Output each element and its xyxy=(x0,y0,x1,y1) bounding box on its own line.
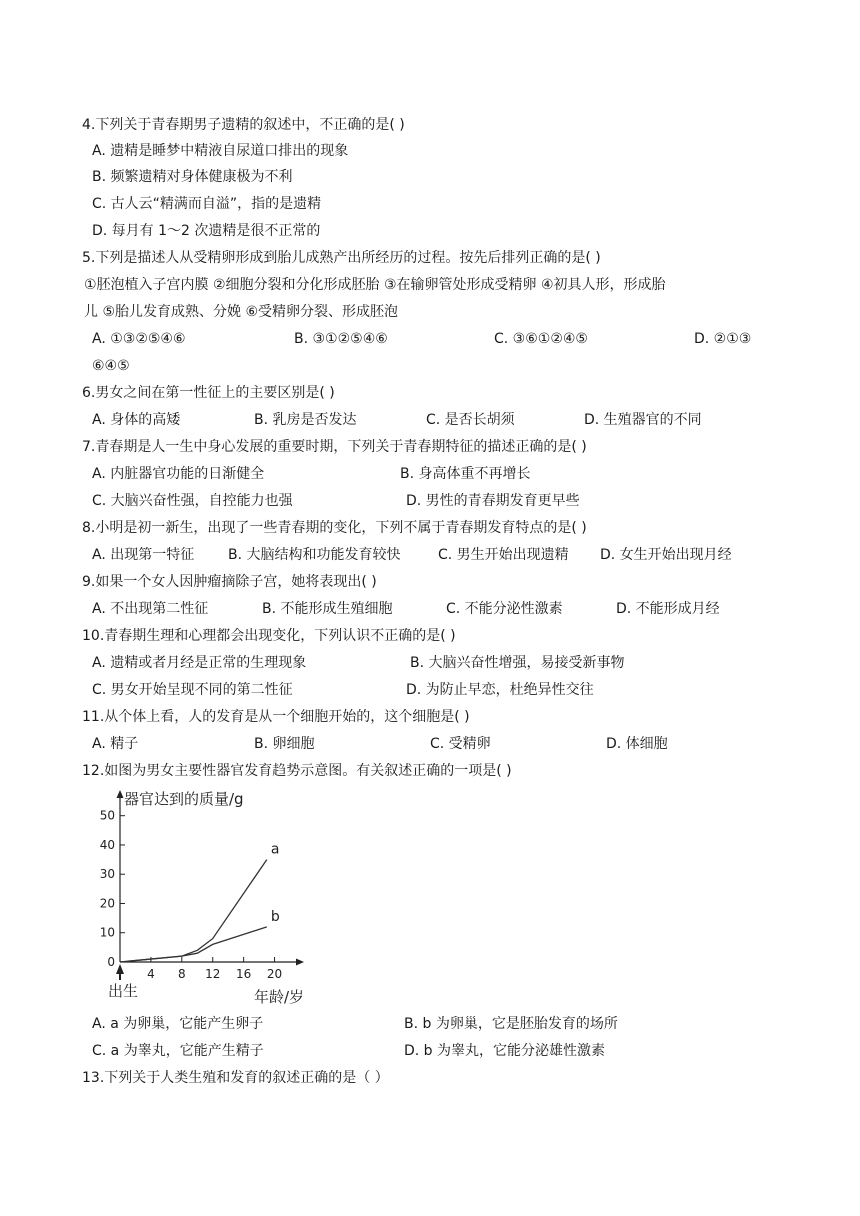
question-7-option-b: B. 身高体重不再增长 xyxy=(400,466,531,482)
question-6-option-c: C. 是否长胡须 xyxy=(426,412,515,428)
chart-y-tick-label: 40 xyxy=(99,837,115,852)
chart-series-label-a: a xyxy=(270,841,280,858)
chart-x-tick-label: 16 xyxy=(235,967,252,981)
organ-growth-chart xyxy=(88,786,348,1012)
question-11-option-b: B. 卵细胞 xyxy=(254,736,315,752)
question-5-items-line-1: ①胚泡植入子宫内膜 ②细胞分裂和分化形成胚胎 ③在输卵管处形成受精卵 ④初具人形，形成胎 xyxy=(84,277,666,293)
question-4-option-c: C. 古人云“精满而自溢”，指的是遗精 xyxy=(92,196,322,212)
question-5-stem: 5.下列是描述人从受精卵形成到胎儿成熟产出所经历的过程。按先后排列正确的是( ) xyxy=(82,250,601,266)
question-6-option-b: B. 乳房是否发达 xyxy=(254,412,357,428)
question-5-items-line-2: 儿 ⑤胎儿发育成熟、分娩 ⑥受精卵分裂、形成胚泡 xyxy=(84,304,399,320)
question-8-option-c: C. 男生开始出现遗精 xyxy=(438,547,569,563)
chart-y-axis-label: 器官达到的质量/g xyxy=(124,790,244,808)
question-10-option-b: B. 大脑兴奋性增强，易接受新事物 xyxy=(410,655,625,671)
question-11-option-a: A. 精子 xyxy=(92,736,139,752)
question-11-option-d: D. 体细胞 xyxy=(606,736,668,752)
chart-x-axis-label: 年龄/岁 xyxy=(254,988,305,1006)
question-6-stem: 6.男女之间在第一性征上的主要区别是( ) xyxy=(82,385,335,401)
chart-y-tick-label: 30 xyxy=(99,867,115,882)
chart-y-tick-label: 20 xyxy=(99,896,115,911)
question-9-option-b: B. 不能形成生殖细胞 xyxy=(262,601,393,617)
question-9-option-d: D. 不能形成月经 xyxy=(616,601,720,617)
chart-x-tick-label: 4 xyxy=(147,967,155,981)
question-7-option-c: C. 大脑兴奋性强，自控能力也强 xyxy=(92,493,293,509)
question-5-option-a: A. ①③②⑤④⑥ xyxy=(92,331,186,347)
question-12-stem: 12.如图为男女主要性器官发育趋势示意图。有关叙述正确的一项是( ) xyxy=(82,763,512,779)
chart-series-line-b xyxy=(120,927,267,962)
question-7-option-a: A. 内脏器官功能的日渐健全 xyxy=(92,466,265,482)
question-10-option-a: A. 遗精或者月经是正常的生理现象 xyxy=(92,655,307,671)
question-7-stem: 7.青春期是人一生中身心发展的重要时期，下列关于青春期特征的描述正确的是( ) xyxy=(82,439,587,455)
question-13-stem: 13.下列关于人类生殖和发育的叙述正确的是（ ） xyxy=(82,1070,389,1086)
question-5-option-c: C. ③⑥①②④⑤ xyxy=(494,331,588,347)
chart-y-tick-label: 50 xyxy=(99,808,115,823)
chart-y-tick-label: 10 xyxy=(99,925,115,940)
question-12-option-d: D. b 为睾丸，它能分泌雄性激素 xyxy=(404,1043,606,1059)
question-4-option-b: B. 频繁遗精对身体健康极为不利 xyxy=(92,169,293,185)
question-7-option-d: D. 男性的青春期发育更早些 xyxy=(406,493,580,509)
question-8-stem: 8.小明是初一新生，出现了一些青春期的变化，下列不属于青春期发育特点的是( ) xyxy=(82,520,587,536)
question-12-option-b: B. b 为卵巢，它是胚胎发育的场所 xyxy=(404,1016,618,1032)
question-5-option-b: B. ③①②⑤④⑥ xyxy=(294,331,388,347)
question-10-option-c: C. 男女开始呈现不同的第二性征 xyxy=(92,682,293,698)
question-5-option-d-continued: ⑥④⑤ xyxy=(92,358,130,374)
chart-x-tick-label: 8 xyxy=(177,967,186,981)
chart-series-label-b: b xyxy=(270,908,280,925)
question-9-option-a: A. 不出现第二性征 xyxy=(92,601,209,617)
question-12-option-c: C. a 为睾丸，它能产生精子 xyxy=(92,1043,264,1059)
chart-x-tick-label: 20 xyxy=(266,967,283,981)
chart-series-line-a xyxy=(120,860,267,962)
chart-y-axis-arrow xyxy=(117,790,124,798)
chart-y-tick-label: 0 xyxy=(107,955,115,969)
question-12-option-a: A. a 为卵巢，它能产生卵子 xyxy=(92,1016,264,1032)
question-9-option-c: C. 不能分泌性激素 xyxy=(446,601,563,617)
question-5-option-d: D. ②①③ xyxy=(694,331,752,347)
question-8-option-d: D. 女生开始出现月经 xyxy=(600,547,732,563)
question-9-stem: 9.如果一个女人因肿瘤摘除子宫，她将表现出( ) xyxy=(82,574,377,590)
question-4-option-a: A. 遗精是睡梦中精液自尿道口排出的现象 xyxy=(92,143,349,159)
question-11-option-c: C. 受精卵 xyxy=(430,736,491,752)
chart-x-tick-label: 12 xyxy=(205,967,221,981)
question-6-option-a: A. 身体的高矮 xyxy=(92,412,181,428)
question-10-stem: 10.青春期生理和心理都会出现变化，下列认识不正确的是( ) xyxy=(82,628,456,644)
question-4-stem: 4.下列关于青春期男子遗精的叙述中，不正确的是( ) xyxy=(82,117,405,133)
question-4-option-d: D. 每月有 1～2 次遗精是很不正常的 xyxy=(92,223,321,239)
chart-start-label: 出生 xyxy=(108,982,139,1000)
question-8-option-b: B. 大脑结构和功能发育较快 xyxy=(228,547,401,563)
question-10-option-d: D. 为防止早恋，杜绝异性交往 xyxy=(406,682,594,698)
question-8-option-a: A. 出现第一特征 xyxy=(92,547,195,563)
chart-x-axis-arrow xyxy=(296,959,304,966)
question-6-option-d: D. 生殖器官的不同 xyxy=(584,412,702,428)
question-11-stem: 11.从个体上看，人的发育是从一个细胞开始的，这个细胞是( ) xyxy=(82,709,470,725)
chart-birth-arrow xyxy=(116,964,124,980)
